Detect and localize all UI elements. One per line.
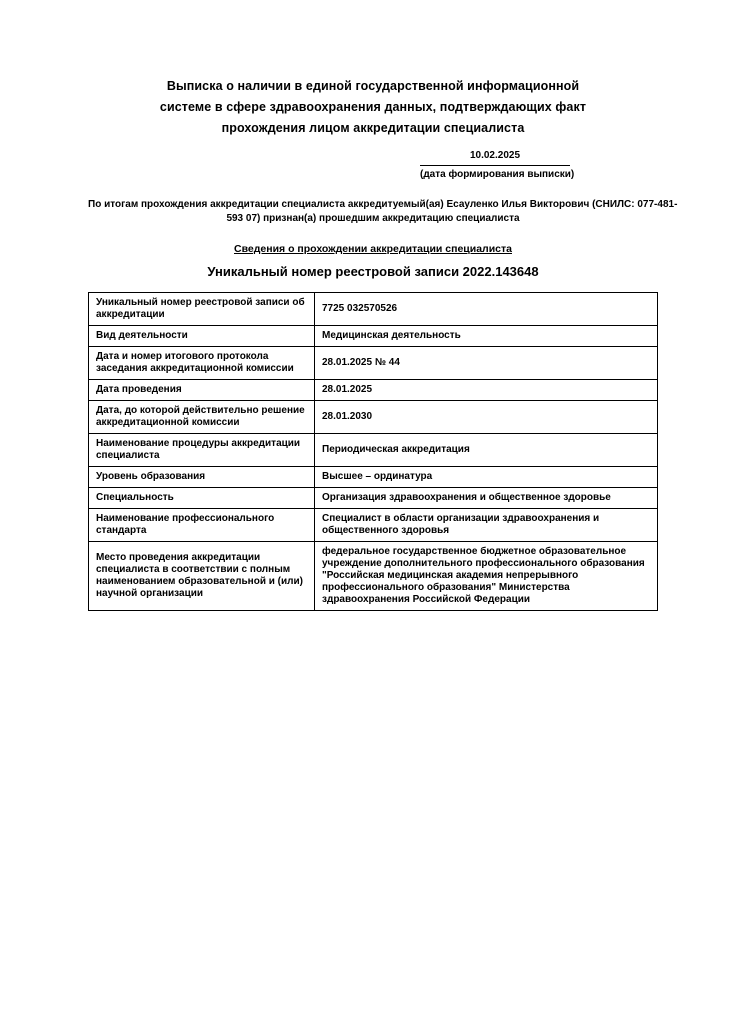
extract-date-caption: (дата формирования выписки) — [420, 169, 575, 180]
table-row — [89, 488, 658, 509]
row-value: Высшее – ординатура — [315, 467, 658, 488]
row-value: 28.01.2025 — [315, 380, 658, 401]
extract-date-block — [420, 150, 575, 181]
table-row — [89, 434, 658, 467]
table-row — [89, 380, 658, 401]
document-title-line-2: системе в сфере здравоохранения данных, подтверждающих факт — [159, 100, 587, 114]
row-label: Дата, до которой действительно решение аккредитационной комиссии — [89, 401, 315, 434]
intro-paragraph — [88, 198, 678, 226]
table-row — [89, 542, 658, 611]
section-heading: Сведения о прохождении аккредитации специалиста — [234, 243, 512, 255]
row-value: Медицинская деятельность — [315, 326, 658, 347]
table-row — [89, 401, 658, 434]
document-title — [88, 76, 658, 139]
record-number-heading: Уникальный номер реестровой записи 2022.143648 — [207, 264, 539, 279]
row-value: 7725 032570526 — [315, 293, 658, 326]
extract-date-value: 10.02.2025 — [420, 150, 570, 166]
accreditation-table-body — [89, 293, 658, 611]
row-value: федеральное государственное бюджетное образовательное учреждение дополнительного профессионального образования "Российская медицинская академия непрерывного профессионального образования" Министерства здравоохранения Российской Федерации — [315, 542, 658, 611]
row-label: Наименование профессионального стандарта — [89, 509, 315, 542]
row-label: Место проведения аккредитации специалиста в соответствии с полным наименованием образовательной и (или) научной организации — [89, 542, 315, 611]
row-value: 28.01.2025 № 44 — [315, 347, 658, 380]
accreditation-table — [88, 292, 658, 611]
row-label: Уровень образования — [89, 467, 315, 488]
row-label: Наименование процедуры аккредитации специалиста — [89, 434, 315, 467]
row-label: Уникальный номер реестровой записи об аккредитации — [89, 293, 315, 326]
row-label: Дата и номер итогового протокола заседания аккредитационной комиссии — [89, 347, 315, 380]
row-label: Дата проведения — [89, 380, 315, 401]
table-row — [89, 509, 658, 542]
table-row — [89, 293, 658, 326]
row-label: Вид деятельности — [89, 326, 315, 347]
row-label: Специальность — [89, 488, 315, 509]
intro-paragraph-line-1: По итогам прохождения аккредитации специалиста аккредитуемый(ая) Есауленко Илья Викторович (СНИЛС: 077-481- — [88, 199, 678, 210]
row-value: 28.01.2030 — [315, 401, 658, 434]
row-value: Периодическая аккредитация — [315, 434, 658, 467]
row-value: Организация здравоохранения и общественное здоровье — [315, 488, 658, 509]
table-row — [89, 326, 658, 347]
document-title-line-1: Выписка о наличии в единой государственной информационной — [166, 79, 580, 93]
document-title-line-3: прохождения лицом аккредитации специалиста — [221, 121, 525, 135]
row-value: Специалист в области организации здравоохранения и общественного здоровья — [315, 509, 658, 542]
table-row — [89, 347, 658, 380]
intro-paragraph-line-2: 593 07) признан(а) прошедшим аккредитацию специалиста — [226, 213, 520, 224]
table-row — [89, 467, 658, 488]
